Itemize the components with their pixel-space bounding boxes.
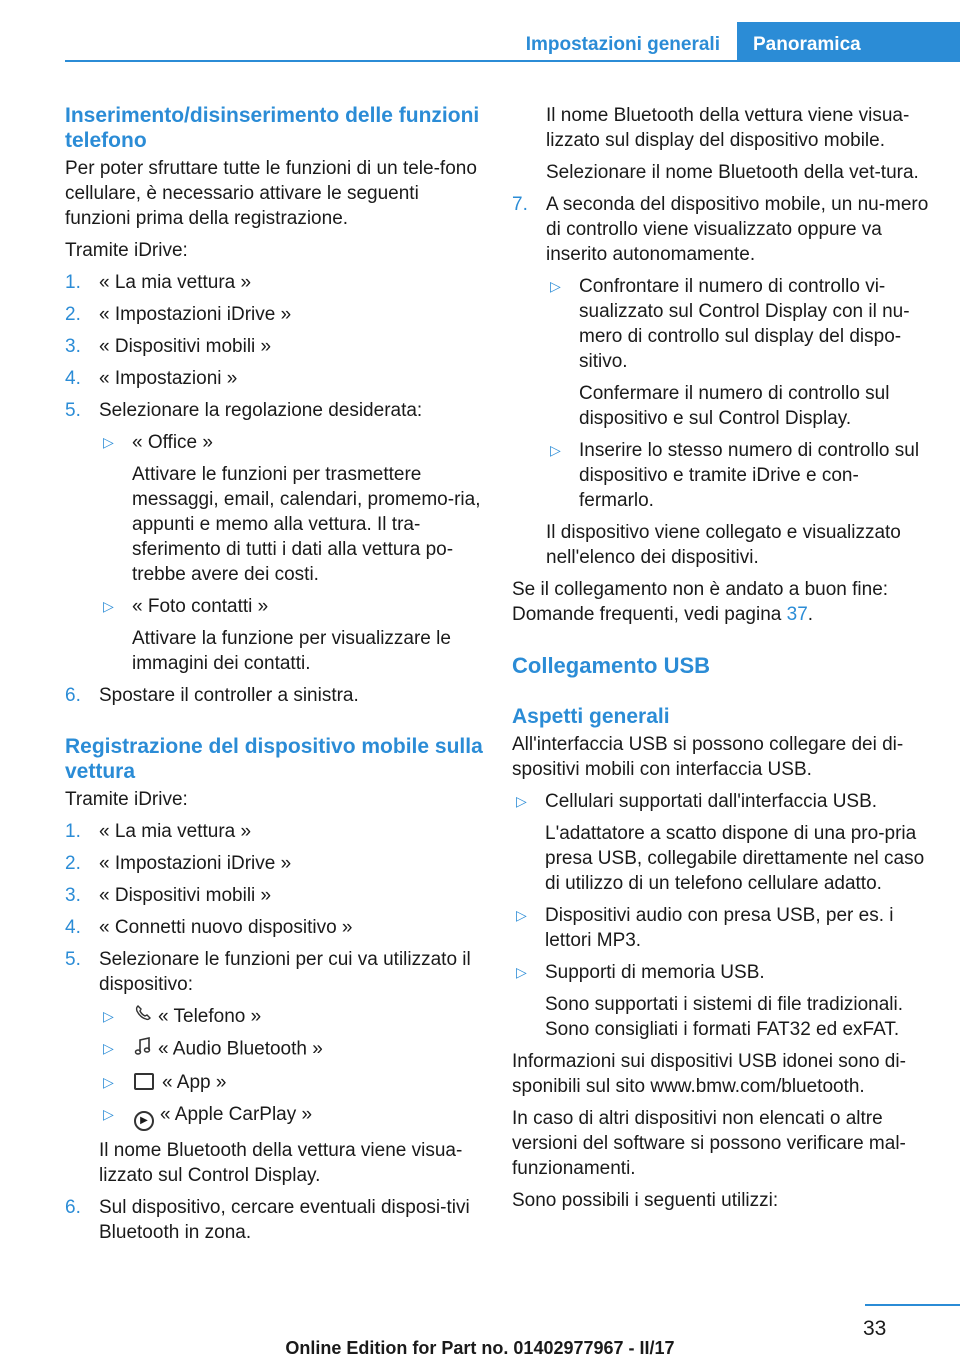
step-number: 5. [65, 949, 81, 970]
music-note-icon [132, 1036, 154, 1063]
heading-phone-functions: Inserimento/disinserimento delle funzioni telefono [65, 104, 480, 152]
page-number: 33 [863, 1317, 887, 1340]
office-title: « Office » [132, 432, 213, 453]
list-item [65, 270, 483, 295]
sub-item-foto [99, 594, 483, 676]
heading-register-device: Registrazione del dispositivo mobile sulla vettura [65, 735, 483, 783]
usb-bullet-phones [512, 789, 932, 896]
bt-name-control-display: Il nome Bluetooth della vettura viene visua-lizzato sul Control Display. [99, 1140, 463, 1187]
step-number: 2. [65, 853, 81, 874]
sub-item-audio [99, 1036, 483, 1063]
header-section-title: Impostazioni generali [525, 34, 720, 55]
select-bt-name: Selezionare il nome Bluetooth della vet-tura. [546, 162, 919, 183]
bullet-more: Sono supportati i sistemi di file tradizionali. Sono consigliati i formati FAT32 ed exFAT. [545, 994, 904, 1040]
step-number: 5. [65, 400, 81, 421]
info-paragraph: Informazioni sui dispositivi USB idonei sono di-sponibili sul sito www.bmw.com/bluetooth. [512, 1051, 906, 1097]
step-text: « Impostazioni iDrive » [99, 853, 292, 874]
bt-name-mobile: Il nome Bluetooth della vettura viene visua-lizzato sul display del dispositivo mobile. [546, 105, 910, 151]
heading-general: Aspetti generali [512, 705, 670, 728]
steps-list-1 [65, 270, 483, 708]
bullet-more: L'adattatore a scatto dispone di una pro-pria presa USB, collegabile direttamente nel caso di utilizzo di un telefono cellulare adatto. [545, 823, 925, 894]
func-audio-label: « Audio Bluetooth » [158, 1039, 323, 1060]
step-text: Sul dispositivo, cercare eventuali disposi-tivi Bluetooth in zona. [99, 1197, 470, 1244]
other-paragraph: In caso di altri dispositivi non elencati o altre versioni del software si possono verificare mal-funzionamenti. [512, 1108, 906, 1179]
step-number: 4. [65, 368, 81, 389]
step-text: « Dispositivi mobili » [99, 336, 272, 357]
foto-text: Attivare la funzione per visualizzare le immagini dei contatti. [132, 628, 451, 674]
usb-intro: All'interfaccia USB si possono collegare dei di-spositivi mobili con interfaccia USB. [512, 734, 904, 780]
sub-item-enter [546, 438, 932, 513]
step-text: « La mia vettura » [99, 821, 252, 842]
bullet-text: Supporti di memoria USB. [545, 962, 765, 983]
list-item [65, 1195, 483, 1245]
list-item [65, 819, 483, 844]
sub-list [99, 1004, 483, 1131]
bullet-text: Dispositivi audio con presa USB, per es. i lettori MP3. [545, 905, 894, 951]
via-idrive-2: Tramite iDrive: [65, 789, 188, 810]
step-number: 3. [65, 336, 81, 357]
office-text: Attivare le funzioni per trasmettere messaggi, email, calendari, promemo-ria, appunti e memo alla vettura. Il tra-sferimento di tutti i dati alla vettura po-trebbe avere dei costi. [132, 464, 481, 585]
sub-list [99, 430, 483, 676]
step-number: 6. [65, 685, 81, 706]
step-number: 1. [65, 821, 81, 842]
triangle-bullet-icon: ▷ [103, 1074, 114, 1091]
list-item [512, 192, 932, 570]
step-text: « Dispositivi mobili » [99, 885, 272, 906]
sub-item-office [99, 430, 483, 587]
list-item [65, 366, 483, 391]
list-item [65, 851, 483, 876]
header-rule [65, 60, 960, 62]
sub-item-app [99, 1070, 483, 1095]
app-square-icon [134, 1073, 154, 1090]
list-item [65, 334, 483, 359]
usb-bullets [512, 789, 932, 1042]
list-item [65, 883, 483, 908]
play-circle-icon: ▶ [134, 1111, 154, 1131]
list-item [65, 302, 483, 327]
triangle-bullet-icon: ▷ [516, 793, 527, 809]
sub-item-compare [546, 274, 932, 431]
list-item [65, 683, 483, 708]
func-carplay-label: « Apple CarPlay » [160, 1104, 313, 1126]
page-link[interactable]: 37 [786, 604, 808, 625]
step-text: Spostare il controller a sinistra. [99, 685, 359, 706]
triangle-bullet-icon: ▷ [103, 1008, 114, 1024]
step-text: Selezionare la regolazione desiderata: [99, 400, 423, 421]
triangle-bullet-icon: ▷ [550, 442, 561, 458]
list-item [65, 398, 483, 676]
func-app-label: « App » [162, 1072, 227, 1094]
step-number: 7. [512, 194, 528, 215]
right-column [512, 103, 932, 1213]
step-text: « La mia vettura » [99, 272, 252, 293]
triangle-bullet-icon: ▷ [516, 907, 527, 923]
connected-text: Il dispositivo viene collegato e visualizzato nell'elenco dei dispositivi. [546, 522, 901, 568]
fail-text: Se il collegamento non è andato a buon fine: Domande frequenti, vedi pagina [512, 579, 889, 625]
bullet-text: Cellulari supportati dall'interfaccia USB. [545, 791, 878, 812]
steps-list-2 [65, 819, 483, 1245]
step-text: « Impostazioni iDrive » [99, 304, 292, 325]
uses-paragraph: Sono possibili i seguenti utilizzi: [512, 1190, 779, 1211]
triangle-bullet-icon: ▷ [550, 278, 561, 294]
triangle-bullet-icon: ▷ [103, 1106, 114, 1123]
list-item [65, 915, 483, 940]
online-edition-note: Online Edition for Part no. 01402977967 - II/17 [285, 1338, 675, 1358]
func-phone-label: « Telefono » [158, 1006, 262, 1027]
step-number: 6. [65, 1197, 81, 1219]
sub-item-carplay [99, 1102, 483, 1131]
triangle-bullet-icon: ▷ [516, 964, 527, 980]
via-idrive-1: Tramite iDrive: [65, 240, 188, 261]
step-text: Selezionare le funzioni per cui va utilizzato il dispositivo: [99, 949, 471, 995]
sub-list [546, 274, 932, 513]
triangle-bullet-icon: ▷ [103, 598, 114, 614]
steps-list-3 [512, 192, 932, 570]
fail-paragraph [512, 577, 932, 627]
step6-continued [512, 103, 932, 185]
usb-bullet-audio [512, 903, 932, 953]
step-text: « Impostazioni » [99, 368, 238, 389]
header-tab-panoramica: Panoramica [737, 22, 960, 62]
phone-icon [132, 1004, 154, 1029]
step-text: « Connetti nuovo dispositivo » [99, 917, 353, 938]
confirm-text: Confermare il numero di controllo sul dispositivo e sul Control Display. [579, 383, 890, 429]
compare-text: Confrontare il numero di controllo vi-sualizzato sul Control Display con il nu-mero di controllo sul display del dispo-sitivo. [579, 276, 910, 372]
footer-rule [865, 1304, 960, 1306]
paragraph-intro: Per poter sfruttare tutte le funzioni di un tele-fono cellulare, è necessario attivare le seguenti funzioni prima della registrazione. [65, 158, 477, 229]
heading-usb: Collegamento USB [512, 653, 711, 678]
step-number: 3. [65, 885, 81, 906]
enter-text: Inserire lo stesso numero di controllo sul dispositivo e tramite iDrive e con-fermarlo. [579, 440, 920, 511]
step-number: 2. [65, 304, 81, 325]
step-number: 1. [65, 272, 81, 293]
fail-end: . [807, 604, 814, 625]
step-text: A seconda del dispositivo mobile, un nu-mero di controllo viene visualizzato oppure va inserito autonomamente. [546, 194, 929, 265]
step-number: 4. [65, 917, 81, 938]
triangle-bullet-icon: ▷ [103, 1040, 114, 1057]
list-item [65, 947, 483, 1188]
usb-bullet-storage [512, 960, 932, 1042]
left-column [65, 103, 483, 1245]
triangle-bullet-icon: ▷ [103, 434, 114, 450]
foto-title: « Foto contatti » [132, 596, 269, 617]
sub-item-phone [99, 1004, 483, 1029]
